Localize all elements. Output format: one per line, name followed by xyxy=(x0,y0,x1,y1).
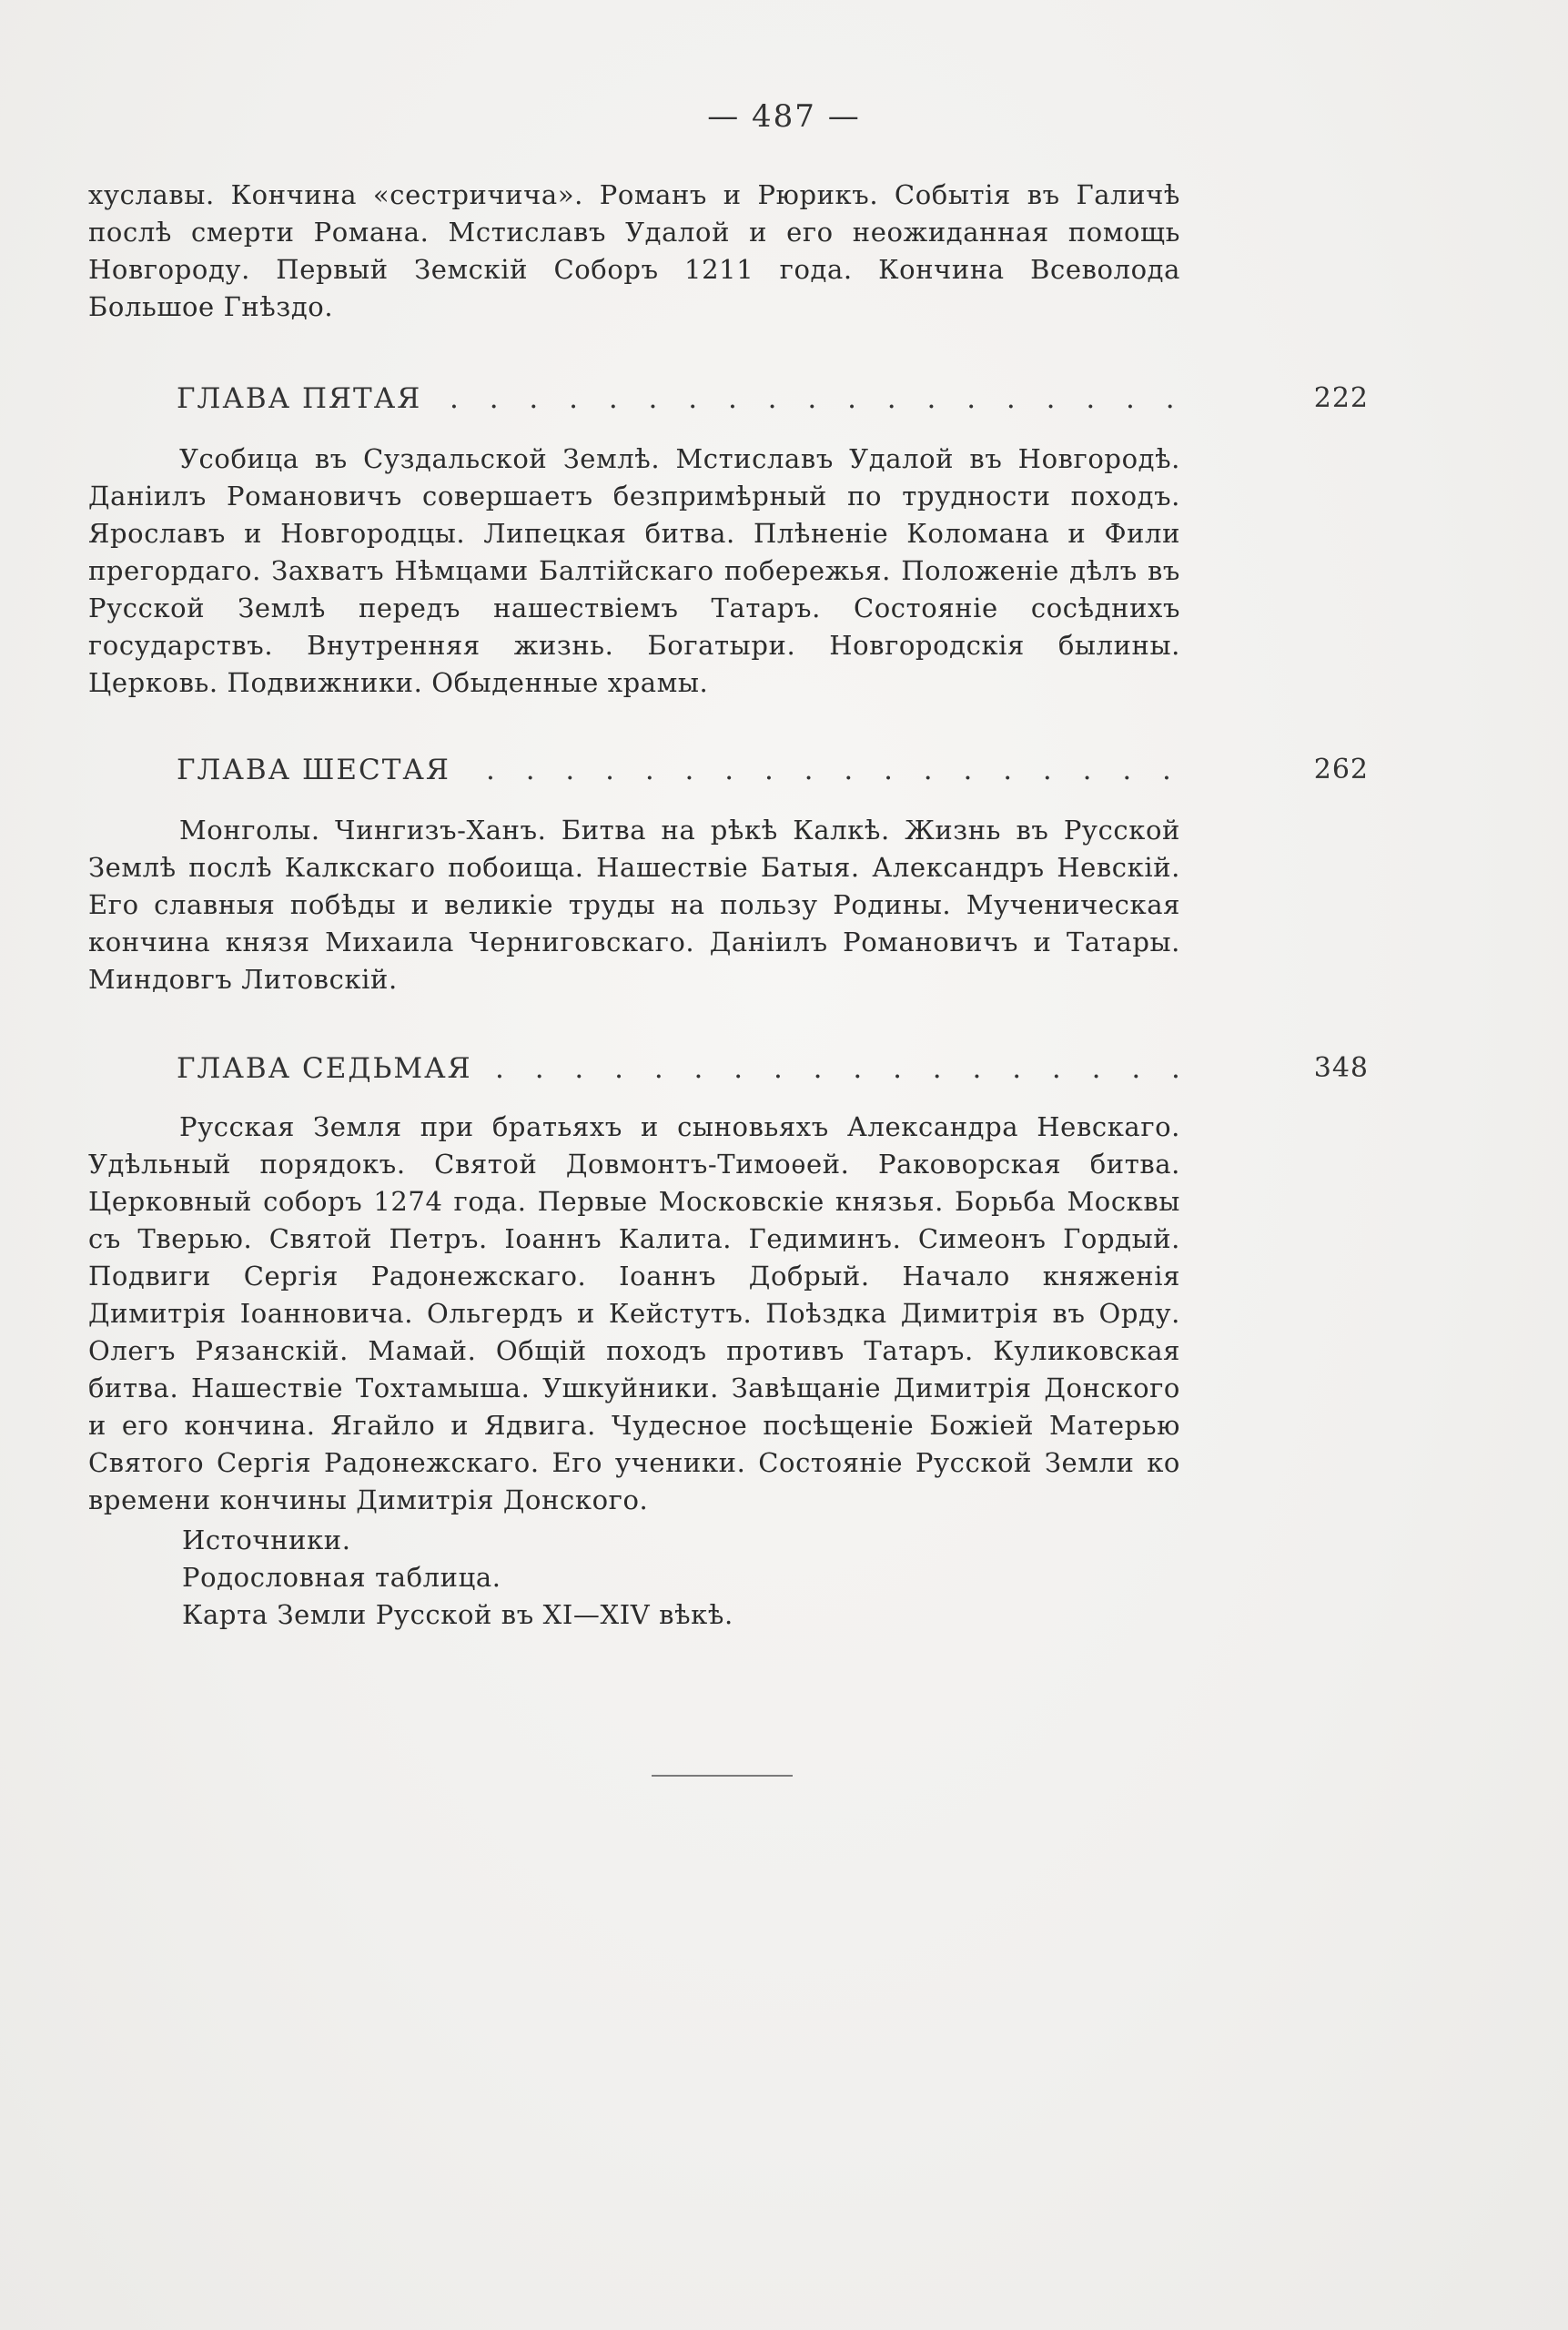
chapter-summary-5: Усобица въ Суздальской Землѣ. Мстиславъ Удалой въ Новгородѣ. Даніилъ Романовичъ совершаетъ безпримѣрный по трудности походъ. Ярославъ и Новгородцы. Липецкая битва. Плѣненіе Коломана и Фили прегордаго. Захватъ Нѣмцами Балтійскаго побережья. Положеніе дѣлъ въ Русской Землѣ передъ нашествіемъ Татаръ. Состояніе сосѣднихъ государствъ. Внутренняя жизнь. Богатыри. Новгородскія былины. Церковь. Подвижники. Обыденные храмы. xyxy=(88,443,1180,698)
chapter-title: ГЛАВА СЕДЬМАЯ xyxy=(177,1052,472,1085)
chapter-page-number: 262 xyxy=(1313,754,1369,785)
leader-dots: . . . . . . . . . . . . . . . . . . xyxy=(495,1052,1191,1085)
chapter-page-number: 222 xyxy=(1313,382,1369,414)
chapter-heading-5 xyxy=(177,382,1369,422)
page-number: — 487 — xyxy=(707,98,861,135)
chapter-heading-7 xyxy=(177,1052,1369,1092)
leader-dots: . . . . . . . . . . . . . . . . . . . xyxy=(450,382,1186,415)
appendix-item-sources: Источники. xyxy=(182,1525,351,1555)
chapter-summary-6: Монголы. Чингизъ-Ханъ. Битва на рѣкѣ Калкѣ. Жизнь въ Русской Землѣ послѣ Калкскаго побоища. Нашествіе Батыя. Александръ Невскій. Его славныя побѣды и великіе труды на пользу Родины. Мученическая кончина князя Михаила Черниговскаго. Даніилъ Романовичъ и Татары. Миндовгъ Литовскій. xyxy=(88,815,1180,995)
appendix-item-genealogy: Родословная таблица. xyxy=(182,1562,501,1593)
continuation-paragraph: хуславы. Кончина «сестричича». Романъ и Рюрикъ. Событія въ Галичѣ послѣ смерти Романа. Мстиславъ Удалой и его неожиданная помощь Новгороду. Первый Земскій Соборъ 1211 года. Кончина Всеволода Большое Гнѣздо. xyxy=(88,179,1180,322)
chapter-heading-6 xyxy=(177,754,1369,794)
chapter-page-number: 348 xyxy=(1313,1052,1369,1084)
end-divider xyxy=(652,1775,793,1777)
chapter-summary-7: Русская Земля при братьяхъ и сыновьяхъ Александра Невскаго. Удѣльный порядокъ. Святой Довмонтъ-Тимоѳей. Раковорская битва. Церковный соборъ 1274 года. Первые Московскіе князья. Борьба Москвы съ Тверью. Святой Петръ. Іоаннъ Калита. Гедиминъ. Симеонъ Гордый. Подвиги Сергія Радонежскаго. Іоаннъ Добрый. Начало княженія Димитрія Іоанновича. Ольгердъ и Кейстутъ. Поѣздка Димитрія въ Орду. Олегъ Рязанскій. Мамай. Общій походъ противъ Татаръ. Куликовская битва. Нашествіе Тохтамыша. Ушкуйники. Завѣщаніе Димитрія Донского и его кончина. Ягайло и Ядвига. Чудесное посѣщеніе Божіей Матерью Святого Сергія Радонежскаго. Его ученики. Состояніе Русской Земли ко времени кончины Димитрія Донского. xyxy=(88,1111,1180,1515)
leader-dots: . . . . . . . . . . . . . . . . . . xyxy=(486,754,1182,786)
appendix-item-map: Карта Земли Русской въ XI—XIV вѣкѣ. xyxy=(182,1599,733,1630)
chapter-title: ГЛАВА ПЯТАЯ xyxy=(177,382,422,415)
chapter-title: ГЛАВА ШЕСТАЯ xyxy=(177,754,450,786)
appendix-list xyxy=(182,1522,1183,1634)
